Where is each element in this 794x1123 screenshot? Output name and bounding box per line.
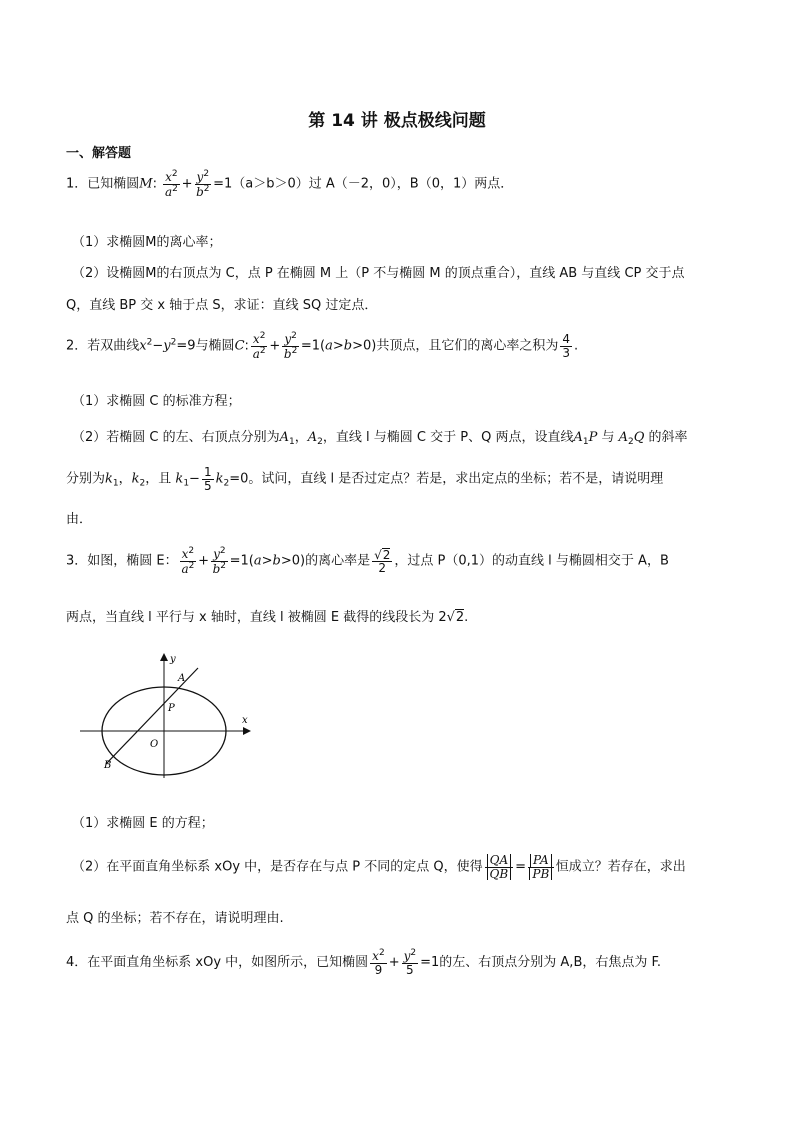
problem-1-part-2: （2）设椭圆M的右顶点为 C，点 P 在椭圆 M 上（P 不与椭圆 M 的顶点重合），直线 AB 与直线 CP 交于点 [72, 266, 685, 281]
label-x: x [242, 715, 248, 726]
label-A: A [178, 673, 186, 684]
page-title: 第 14 讲 极点极线问题 [308, 111, 486, 131]
problem-3-statement: 3．如图，椭圆 E： $\frac{x^2}{a^2}$ + $\frac{y^2}{b^2}$ =1(a>b>0)的离心率是 $\frac{√2}{2}$ ，过点 P（0,1）的动直线 l 与椭圆相交于 A，B [66, 546, 669, 576]
problem-2-statement: 2．若双曲线$x^2-y^2=9$与椭圆C: $\frac{x^2}{a^2}$ + $\frac{y^2}{b^2}$ =1(a>b>0)共顶点，且它们的离心率之积为 $\frac{4}{3}$ . [66, 331, 579, 361]
section-heading: 一、解答题 [66, 146, 132, 161]
problem-4-statement: 4．在平面直角坐标系 xOy 中，如图所示，已知椭圆 $\frac{x^2}{9}$ + $\frac{y^2}{5}$ =1的左、右顶点分别为 A,B，右焦点为 F. [66, 948, 662, 977]
problem-2-part-2-end: 由． [66, 512, 93, 527]
problem-3-line-2: 两点，当直线 l 平行与 x 轴时，直线 l 被椭圆 E 截得的线段长为 2√2. [66, 610, 469, 625]
problem-2-part-1: （1）求椭圆 C 的标准方程； [72, 394, 241, 409]
problem-3-part-2-cont: 点 Q 的坐标；若不存在，请说明理由. [66, 911, 284, 926]
problem-3-part-2: （2）在平面直角坐标系 xOy 中，是否存在与点 P 不同的定点 Q，使得 $\frac{QA}{QB}$ = $\frac{PA}{PB}$ 恒成立？若存在，求出 [72, 853, 686, 881]
problem-3-part-1: （1）求椭圆 E 的方程； [72, 816, 214, 831]
label-P: P [168, 703, 175, 714]
problem-1-part-2-cont: Q，直线 BP 交 x 轴于点 S，求证：直线 SQ 过定点． [66, 298, 378, 313]
ellipse-figure [78, 650, 258, 780]
problem-2-part-2-cont: 分别为$k_1$，$k_2$，且 $k_1-$ $\frac{1}{5}$ $k_2=0$。试问，直线 l 是否过定点？若是，求出定点的坐标；若不是，请说明理 [66, 465, 664, 493]
problem-1-part-1: （1）求椭圆M的离心率； [72, 235, 222, 250]
problem-1-statement: 1．已知椭圆M: $\frac{x^2}{a^2}$ + $\frac{y^2}{b^2}$ =1（a＞b＞0）过 A（－2，0），B（0，1）两点． [66, 169, 514, 199]
label-O: O [150, 739, 159, 750]
label-B: B [104, 760, 112, 771]
problem-2-part-2: （2）若椭圆 C 的左、右顶点分别为$A_1$，$A_2$，直线 l 与椭圆 C 交于 P、Q 两点，设直线$A_1P$ 与 $A_2Q$ 的斜率 [72, 430, 688, 447]
label-y: y [170, 654, 176, 665]
